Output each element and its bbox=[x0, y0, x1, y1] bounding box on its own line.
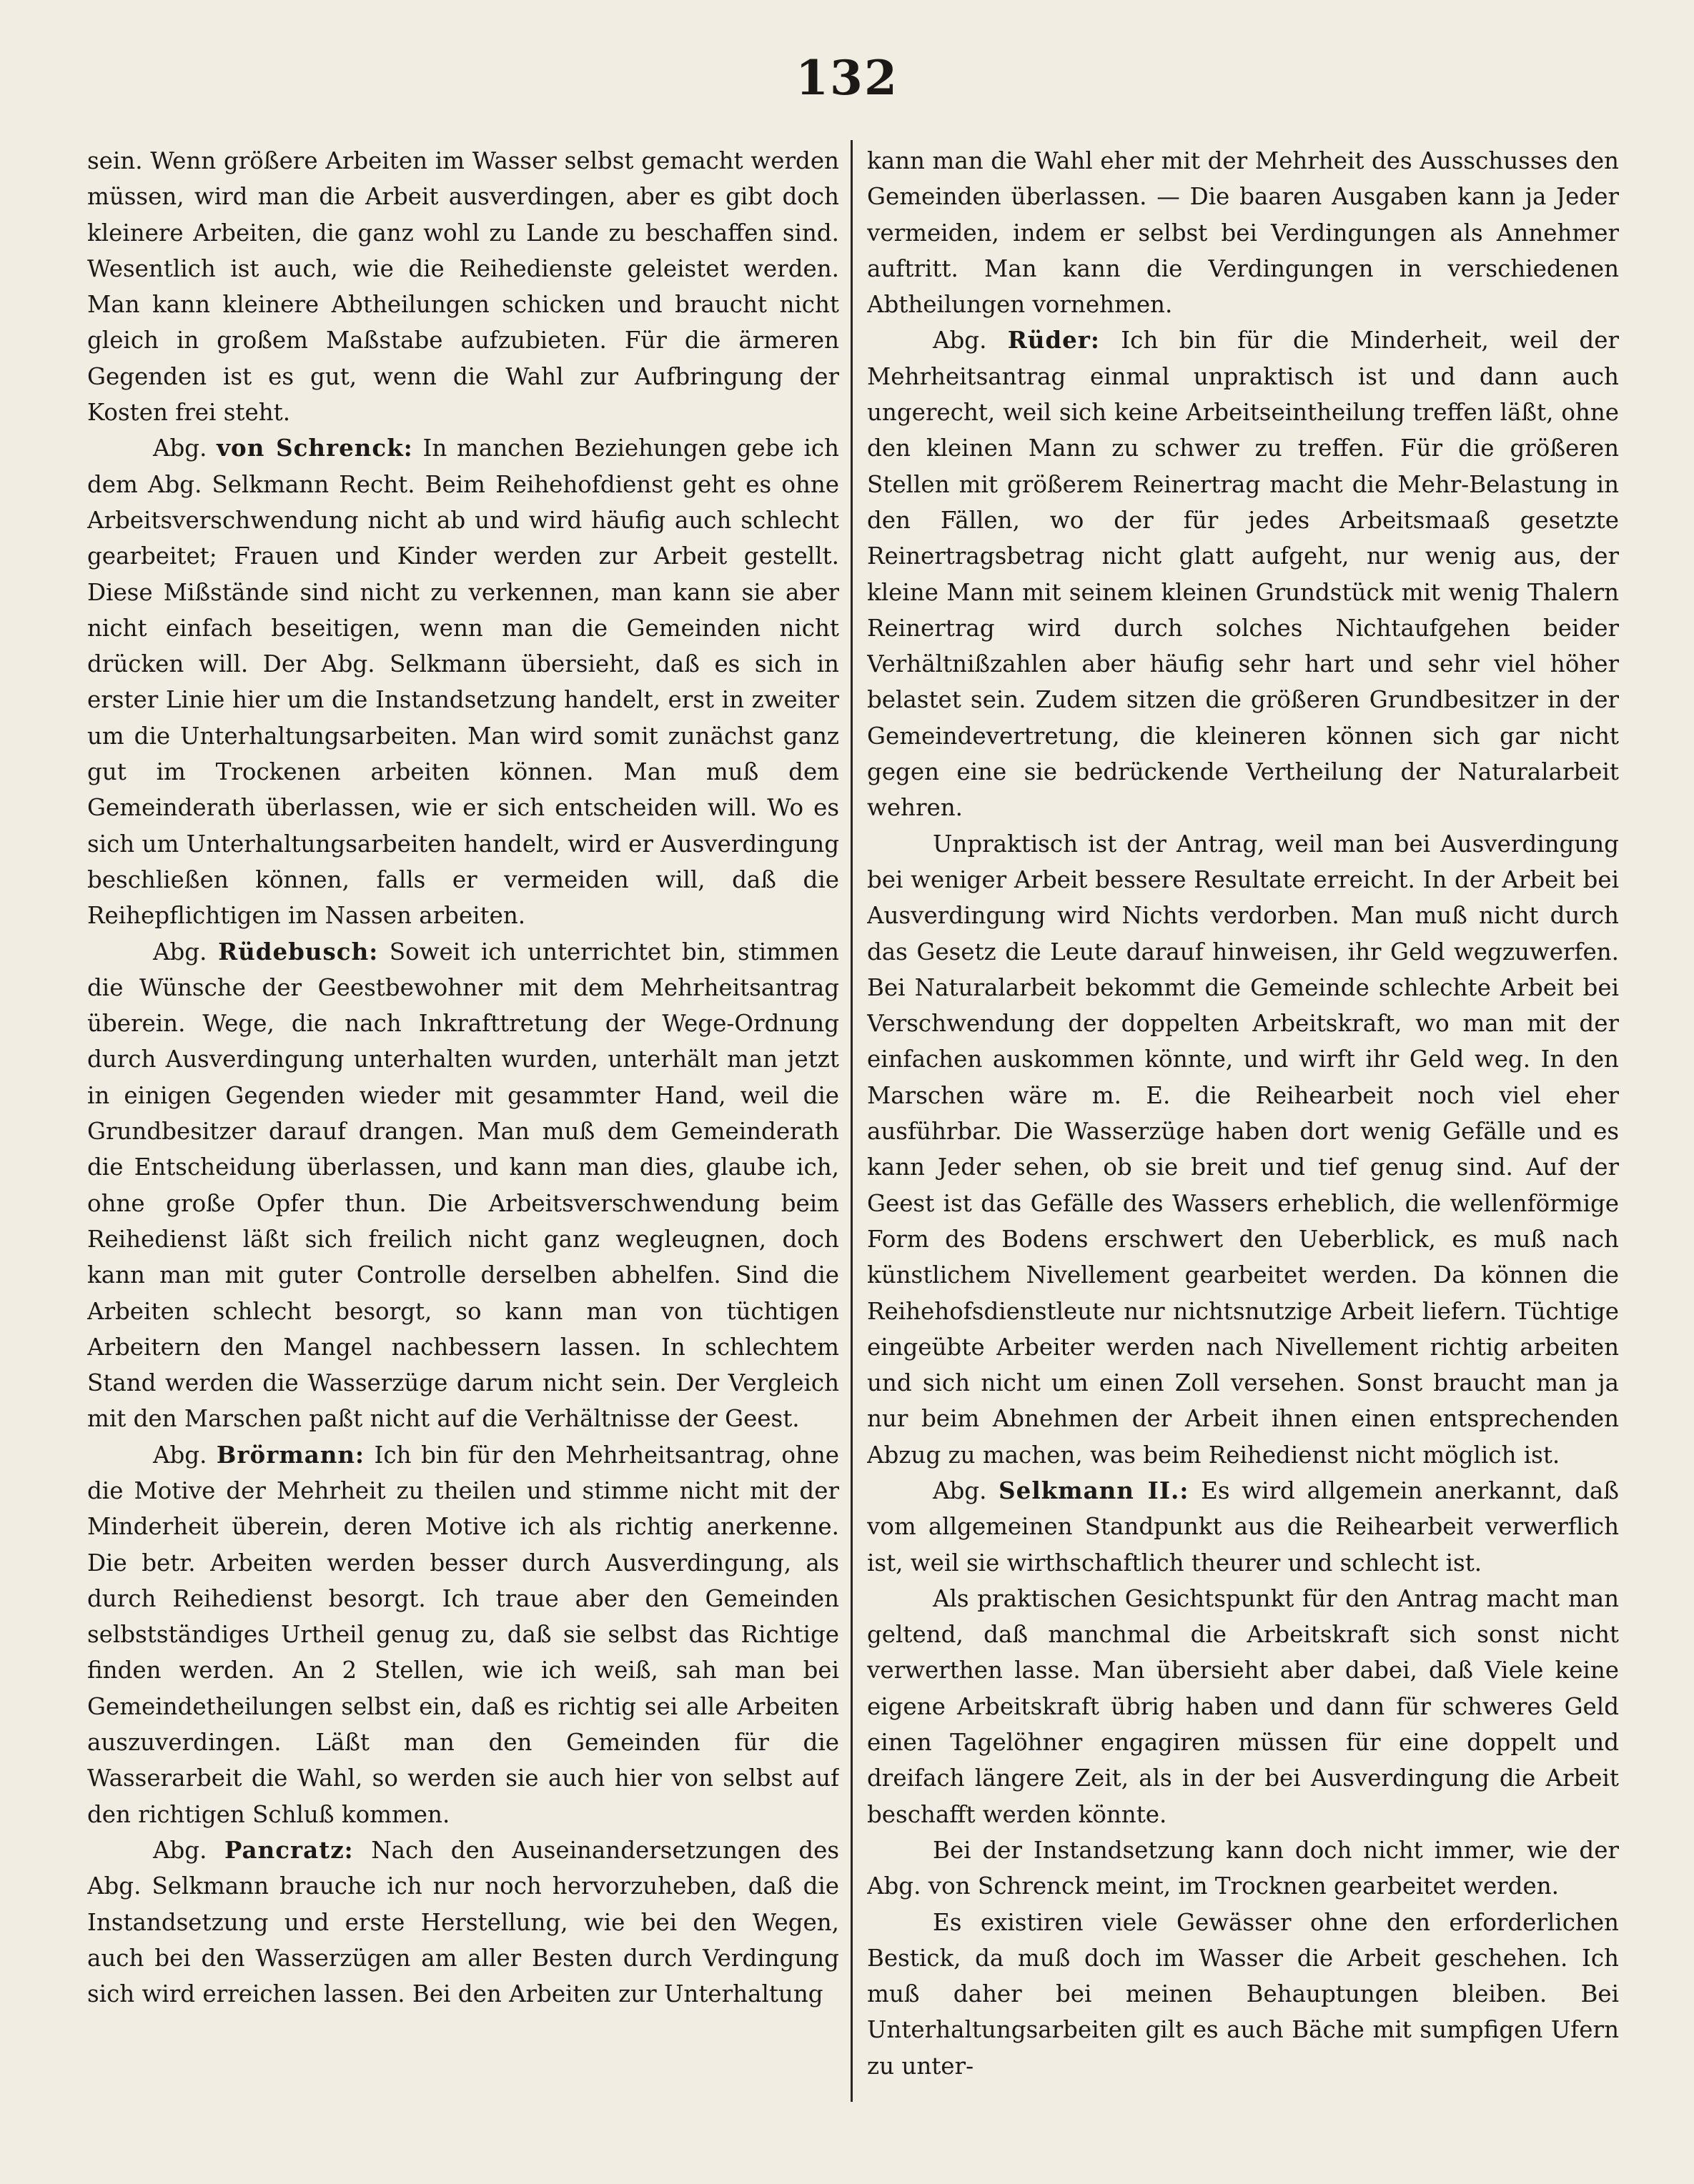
speaker-name: Rüder: bbox=[1007, 326, 1100, 354]
paragraph-text: Ich bin für den Mehrheitsantrag, ohne die Motive der Mehrheit zu theilen und stimme nicht mit der Minderheit überein, deren Motive ich als richtig anerkenne. Die betr. Arbeiten werden besser durch Ausverdingung, als durch Reihedienst besorgt. Ich traue aber den Gemeinden selbstständiges Urtheil genug zu, daß sie selbst das Richtige finden werden. An 2 Stellen, wie ich weiß, sah man bei Gemeindetheilungen selbst ein, daß es richtig sei alle Arbeiten auszuverdingen. Läßt man den Gemeinden für die Wasserarbeit die Wahl, so werden sie auch hier von selbst auf den richtigen Schluß kommen. bbox=[87, 1441, 839, 1828]
paragraph: Abg. Brörmann: Ich bin für den Mehrheitsantrag, ohne die Motive der Mehrheit zu theilen und stimme nicht mit der Minderheit überein, deren Motive ich als richtig anerkenne. Die betr. Arbeiten werden besser durch Ausverdingung, als durch Reihedienst besorgt. Ich traue aber den Gemeinden selbstständiges Urtheil genug zu, daß sie selbst das Richtige finden werden. An 2 Stellen, wie ich weiß, sah man bei Gemeindetheilungen selbst ein, daß es richtig sei alle Arbeiten auszuverdingen. Läßt man den Gemeinden für die Wasserarbeit die Wahl, so werden sie auch hier von selbst auf den richtigen Schluß kommen. bbox=[87, 1440, 839, 1828]
paragraph: Abg. Rüdebusch: Soweit ich unterrichtet bin, stimmen die Wünsche der Geestbewohner mit dem Mehrheitsantrag überein. Wege, die nach Inkrafttretung der Wege-Ordnung durch Ausverdingung unterhalten wurden, unterhält man jetzt in einigen Gegenden wieder mit gesammter Hand, weil die Grundbesitzer darauf drangen. Man muß dem Gemeinderath die Entscheidung überlassen, und kann man dies, glaube ich, ohne große Opfer thun. Die Arbeitsverschwendung beim Reihedienst läßt sich freilich nicht ganz wegleugnen, doch kann man mit guter Controlle derselben abhelfen. Sind die Arbeiten schlecht besorgt, so kann man von tüchtigen Arbeitern den Mangel nachbessern lassen. In schlechtem Stand werden die Wasserzüge darum nicht sein. Der Vergleich mit den Marschen paßt nicht auf die Verhältnisse der Geest. bbox=[87, 937, 839, 1433]
paragraph bbox=[867, 143, 1619, 322]
paragraph-text: Ich bin für die Minderheit, weil der Mehrheitsantrag einmal unpraktisch ist und dann auch ungerecht, weil sich keine Arbeitseintheilung treffen läßt, ohne den kleinen Mann zu schwer zu treffen. Für die größeren Stellen mit größerem Reinertrag macht die Mehr-Belastung in den Fällen, wo der für jedes Arbeitsmaaß gesetzte Reinertragsbetrag nicht glatt aufgeht, nur wenig aus, der kleine Mann mit seinem kleinen Grundstück mit wenig Thalern Reinertrag wird durch solches Nichtaufgehen beider Verhältnißzahlen aber häufig sehr hart und sehr viel höher belastet sein. Zudem sitzen die größeren Grundbesitzer in der Gemeindevertretung, die kleineren können sich gar nicht gegen eine sie bedrückende Vertheilung der Naturalarbeit wehren. bbox=[867, 327, 1619, 822]
left-column bbox=[87, 143, 839, 2144]
paragraph bbox=[867, 826, 1619, 1473]
paragraph: Abg. Pancratz: Nach den Auseinandersetzungen des Abg. Selkmann brauche ich nur noch hervorzuheben, daß die Instandsetzung und erste Herstellung, wie bei den Wegen, auch bei den Wasserzügen am aller Besten durch Verdingung sich wird erreichen lassen. Bei den Arbeiten zur Unterhaltung bbox=[87, 1835, 839, 2008]
paragraph-text: kann man die Wahl eher mit der Mehrheit des Ausschusses den Gemeinden überlassen. — Die baaren Ausgaben kann ja Jeder vermeiden, indem er selbst bei Verdingungen als Annehmer auftritt. Man kann die Verdingungen in verschiedenen Abtheilungen vornehmen. bbox=[867, 147, 1619, 319]
paragraph-text: Es existiren viele Gewässer ohne den erforderlichen Bestick, da muß doch im Wasser die Arbeit geschehen. Ich muß daher bei meinen Behauptungen bleiben. Bei Unterhaltungsarbeiten gilt es auch Bäche mit sumpfigen Ufern zu unter- bbox=[867, 1908, 1619, 2080]
page-number: 132 bbox=[796, 50, 898, 106]
paragraph-text: Bei der Instandsetzung kann doch nicht immer, wie der Abg. von Schrenck meint, im Trocknen gearbeitet werden. bbox=[867, 1836, 1619, 1900]
speaker-name: Rüdebusch: bbox=[218, 937, 379, 966]
paragraph bbox=[87, 143, 839, 430]
speaker-name: von Schrenck: bbox=[217, 434, 413, 462]
paragraph-text: Es wird allgemein anerkannt, daß vom allgemeinen Standpunkt aus die Reihearbeit verwerflich ist, weil sie wirthschaftlich theurer und schlecht ist. bbox=[867, 1476, 1619, 1577]
column-divider bbox=[851, 140, 853, 2102]
paragraph-text: Soweit ich unterrichtet bin, stimmen die Wünsche der Geestbewohner mit dem Mehrheitsantrag überein. Wege, die nach Inkrafttretung der Wege-Ordnung durch Ausverdingung unterhalten wurden, unterhält man jetzt in einigen Gegenden wieder mit gesammter Hand, weil die Grundbesitzer darauf drangen. Man muß dem Gemeinderath die Entscheidung überlassen, und kann man dies, glaube ich, ohne große Opfer thun. Die Arbeitsverschwendung beim Reihedienst läßt sich freilich nicht ganz wegleugnen, doch kann man mit guter Controlle derselben abhelfen. Sind die Arbeiten schlecht besorgt, so kann man von tüchtigen Arbeitern den Mangel nachbessern lassen. In schlechtem Stand werden die Wasserzüge darum nicht sein. Der Vergleich mit den Marschen paßt nicht auf die Verhältnisse der Geest. bbox=[87, 938, 839, 1433]
paragraph bbox=[867, 1905, 1619, 2084]
paragraph-text: Unpraktisch ist der Antrag, weil man bei Ausverdingung bei weniger Arbeit bessere Resultate erreicht. In der Arbeit bei Ausverdingung wird Nichts verdorben. Man muß nicht durch das Gesetz die Leute darauf hinweisen, ihr Geld wegzuwerfen. Bei Naturalarbeit bekommt die Gemeinde schlechte Arbeit bei Verschwendung der doppelten Arbeitskraft, wo man mit der einfachen auskommen könnte, und wirft ihr Geld weg. In den Marschen wäre m. E. die Reihearbeit noch viel eher ausführbar. Die Wasserzüge haben dort wenig Gefälle und es kann Jeder sehen, ob sie breit und tief genug sind. Auf der Geest ist das Gefälle des Wassers erheblich, die wellenförmige Form des Bodens erschwert den Ueberblick, es muß nach künstlichem Nivellement gearbeitet werden. Da können die Reihehofsdienstleute nur nichtsnutzige Arbeit liefern. Tüchtige eingeübte Arbeiter werden nach Nivellement richtig arbeiten und sich nicht um einen Zoll versehen. Sonst braucht man ja nur beim Abnehmen der Arbeit ihnen einen entsprechenden Abzug zu machen, was beim Reihedienst nicht möglich ist. bbox=[867, 830, 1619, 1469]
speaker-name: Pancratz: bbox=[224, 1835, 354, 1864]
paragraph: Abg. Rüder: Ich bin für die Minderheit, weil der Mehrheitsantrag einmal unpraktisch ist und dann auch ungerecht, weil sich keine Arbeitseintheilung treffen läßt, ohne den kleinen Mann zu schwer zu treffen. Für die größeren Stellen mit größerem Reinertrag macht die Mehr-Belastung in den Fällen, wo der für jedes Arbeitsmaaß gesetzte Reinertragsbetrag nicht glatt aufgeht, nur wenig aus, der kleine Mann mit seinem kleinen Grundstück mit wenig Thalern Reinertrag wird durch solches Nichtaufgehen beider Verhältnißzahlen aber häufig sehr hart und sehr viel höher belastet sein. Zudem sitzen die größeren Grundbesitzer in der Gemeindevertretung, die kleineren können sich gar nicht gegen eine sie bedrückende Vertheilung der Naturalarbeit wehren. bbox=[867, 326, 1619, 822]
right-column bbox=[867, 143, 1619, 2144]
paragraph-text: Nach den Auseinandersetzungen des Abg. Selkmann brauche ich nur noch hervorzuheben, daß die Instandsetzung und erste Herstellung, wie bei den Wegen, auch bei den Wasserzügen am aller Besten durch Verdingung sich wird erreichen lassen. Bei den Arbeiten zur Unterhaltung bbox=[87, 1836, 839, 2008]
paragraph-text: Als praktischen Gesichtspunkt für den Antrag macht man geltend, daß manchmal die Arbeitskraft sich sonst nicht verwerthen lasse. Man übersieht aber dabei, daß Viele keine eigene Arbeitskraft übrig haben und dann für schweres Geld einen Tagelöhner engagiren müssen für eine doppelt und dreifach längere Zeit, als in der bei Ausverdingung die Arbeit beschafft werden könnte. bbox=[867, 1584, 1619, 1828]
paragraph-text: In manchen Beziehungen gebe ich dem Abg. Selkmann Recht. Beim Reihehofdienst geht es ohne Arbeitsverschwendung nicht ab und wird häufig auch schlecht gearbeitet; Frauen und Kinder werden zur Arbeit gestellt. Diese Mißstände sind nicht zu verkennen, man kann sie aber nicht einfach beseitigen, wenn man die Gemeinden nicht drücken will. Der Abg. Selkmann übersieht, daß es sich in erster Linie hier um die Instandsetzung handelt, erst in zweiter um die Unterhaltungsarbeiten. Man wird somit zunächst ganz gut im Trockenen arbeiten können. Man muß dem Gemeinderath überlassen, wie er sich entscheiden will. Wo es sich um Unterhaltungsarbeiten handelt, wird er Ausverdingung beschließen können, falls er vermeiden will, daß die Reihepflichtigen im Nassen arbeiten. bbox=[87, 435, 839, 930]
paragraph-text: sein. Wenn größere Arbeiten im Wasser selbst gemacht werden müssen, wird man die Arbeit ausverdingen, aber es gibt doch kleinere Arbeiten, die ganz wohl zu Lande zu beschaffen sind. Wesentlich ist auch, wie die Reihedienste geleistet werden. Man kann kleinere Abtheilungen schicken und braucht nicht gleich in großem Maßstabe aufzubieten. Für die ärmeren Gegenden ist es gut, wenn die Wahl zur Aufbringung der Kosten frei steht. bbox=[87, 147, 839, 427]
speaker-name: Selkmann II.: bbox=[999, 1476, 1189, 1504]
paragraph bbox=[867, 1581, 1619, 1832]
speaker-name: Brörmann: bbox=[216, 1440, 365, 1469]
paragraph: Abg. von Schrenck: In manchen Beziehungen gebe ich dem Abg. Selkmann Recht. Beim Reihehofdienst geht es ohne Arbeitsverschwendung nicht ab und wird häufig auch schlecht gearbeitet; Frauen und Kinder werden zur Arbeit gestellt. Diese Mißstände sind nicht zu verkennen, man kann sie aber nicht einfach beseitigen, wenn man die Gemeinden nicht drücken will. Der Abg. Selkmann übersieht, daß es sich in erster Linie hier um die Instandsetzung handelt, erst in zweiter um die Unterhaltungsarbeiten. Man wird somit zunächst ganz gut im Trockenen arbeiten können. Man muß dem Gemeinderath überlassen, wie er sich entscheiden will. Wo es sich um Unterhaltungsarbeiten handelt, wird er Ausverdingung beschließen können, falls er vermeiden will, daß die Reihepflichtigen im Nassen arbeiten. bbox=[87, 434, 839, 930]
paragraph: Abg. Selkmann II.: Es wird allgemein anerkannt, daß vom allgemeinen Standpunkt aus die Reihearbeit verwerflich ist, weil sie wirthschaftlich theurer und schlecht ist. bbox=[867, 1476, 1619, 1577]
paragraph bbox=[867, 1832, 1619, 1905]
